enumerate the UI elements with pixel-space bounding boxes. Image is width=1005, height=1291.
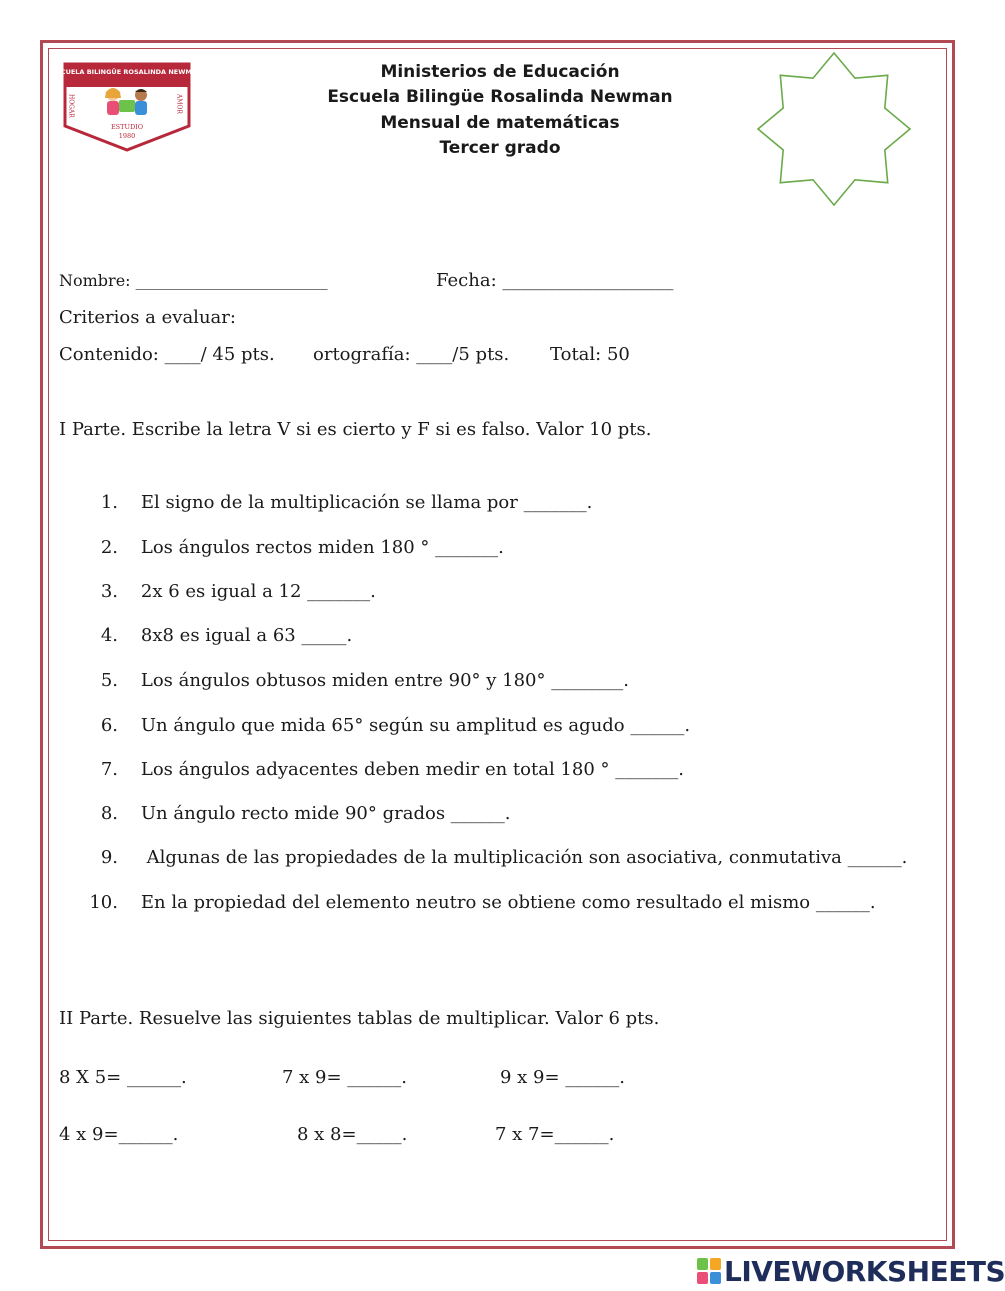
criteria-label: Criterios a evaluar: [59,307,236,328]
question-number: 7. [100,759,118,780]
question-text: Un ángulo que mida 65° según su amplitud es agudo ______. [140,715,691,736]
liveworksheets-logo-icon [697,1258,721,1284]
part1-instruction: I Parte. Escribe la letra V si es cierto y F si es falso. Valor 10 pts. [59,419,652,440]
question-8[interactable] [88,803,511,824]
question-text: En la propiedad del elemento neutro se obtiene como resultado el mismo ______. [135,892,876,913]
logo-left-text: HOGAR [67,94,75,118]
question-3[interactable] [88,581,376,602]
logo-right-text: AMOR [175,94,183,114]
name-label: Nombre: ________________________ [59,271,328,290]
question-number: 10. [89,892,118,913]
part2-instruction: II Parte. Resuelve las siguientes tablas de multiplicar. Valor 6 pts. [59,1008,660,1029]
question-5[interactable] [88,670,629,691]
grade-title: Tercer grado [439,138,561,158]
question-number: 4. [100,625,118,646]
multiplication-4x9[interactable]: 4 x 9=______. [59,1124,179,1145]
question-number: 3. [100,581,118,602]
question-4[interactable] [88,625,352,646]
question-text: El signo de la multiplicación se llama por _______. [140,492,593,513]
logo-square-2 [710,1258,721,1270]
multiplication-7x9[interactable]: 7 x 9= ______. [282,1067,408,1088]
question-10[interactable] [88,892,876,913]
question-text: Un ángulo recto mide 90° grados ______. [140,803,511,824]
question-text: Los ángulos obtusos miden entre 90° y 180° ________. [140,670,629,691]
content-score[interactable]: Contenido: ____/ 45 pts. [59,344,275,365]
multiplication-8x5[interactable]: 8 X 5= ______. [59,1067,187,1088]
question-1[interactable] [88,492,592,513]
question-number: 2. [100,537,118,558]
question-2[interactable] [88,537,504,558]
school-logo [51,62,203,152]
question-text: Algunas de las propiedades de la multiplicación son asociativa, conmutativa ______. [140,847,908,868]
logo-square-1 [697,1258,708,1270]
question-number: 6. [100,715,118,736]
logo-square-3 [697,1272,708,1284]
question-text: Los ángulos adyacentes deben medir en total 180 ° _______. [140,759,684,780]
question-7[interactable] [88,759,684,780]
logo-square-4 [710,1272,721,1284]
exam-title: Mensual de matemáticas [380,113,620,133]
name-field[interactable] [59,270,328,291]
logo-bottom-text: ESTUDIO [110,123,144,131]
question-number: 9. [100,847,118,868]
question-text: Los ángulos rectos miden 180 ° _______. [140,537,504,558]
question-9[interactable] [88,847,907,868]
date-label: Fecha: ___________________ [436,270,674,291]
question-text: 2x 6 es igual a 12 _______. [140,581,376,602]
multiplication-7x7[interactable]: 7 x 7=______. [495,1124,615,1145]
question-number: 8. [100,803,118,824]
spelling-score[interactable]: ortografía: ____/5 pts. [313,344,510,365]
date-field[interactable] [436,270,673,291]
logo-top-text: ESCUELA BILINGÜE ROSALINDA NEWMAN [51,68,203,76]
question-text: 8x8 es igual a 63 _____. [140,625,353,646]
logo-year: 1980 [118,132,136,140]
ministry-title: Ministerios de Educación [380,62,620,82]
question-number: 1. [100,492,118,513]
multiplication-8x8[interactable]: 8 x 8=_____. [297,1124,408,1145]
multiplication-9x9[interactable]: 9 x 9= ______. [500,1067,626,1088]
school-name: Escuela Bilingüe Rosalinda Newman [327,87,673,107]
question-number: 5. [100,670,118,691]
total-score: Total: 50 [550,344,630,365]
liveworksheets-brand[interactable] [697,1254,1005,1288]
question-6[interactable] [88,715,690,736]
liveworksheets-text: LIVEWORKSHEETS [724,1254,1005,1288]
grade-star-box[interactable] [744,52,924,206]
